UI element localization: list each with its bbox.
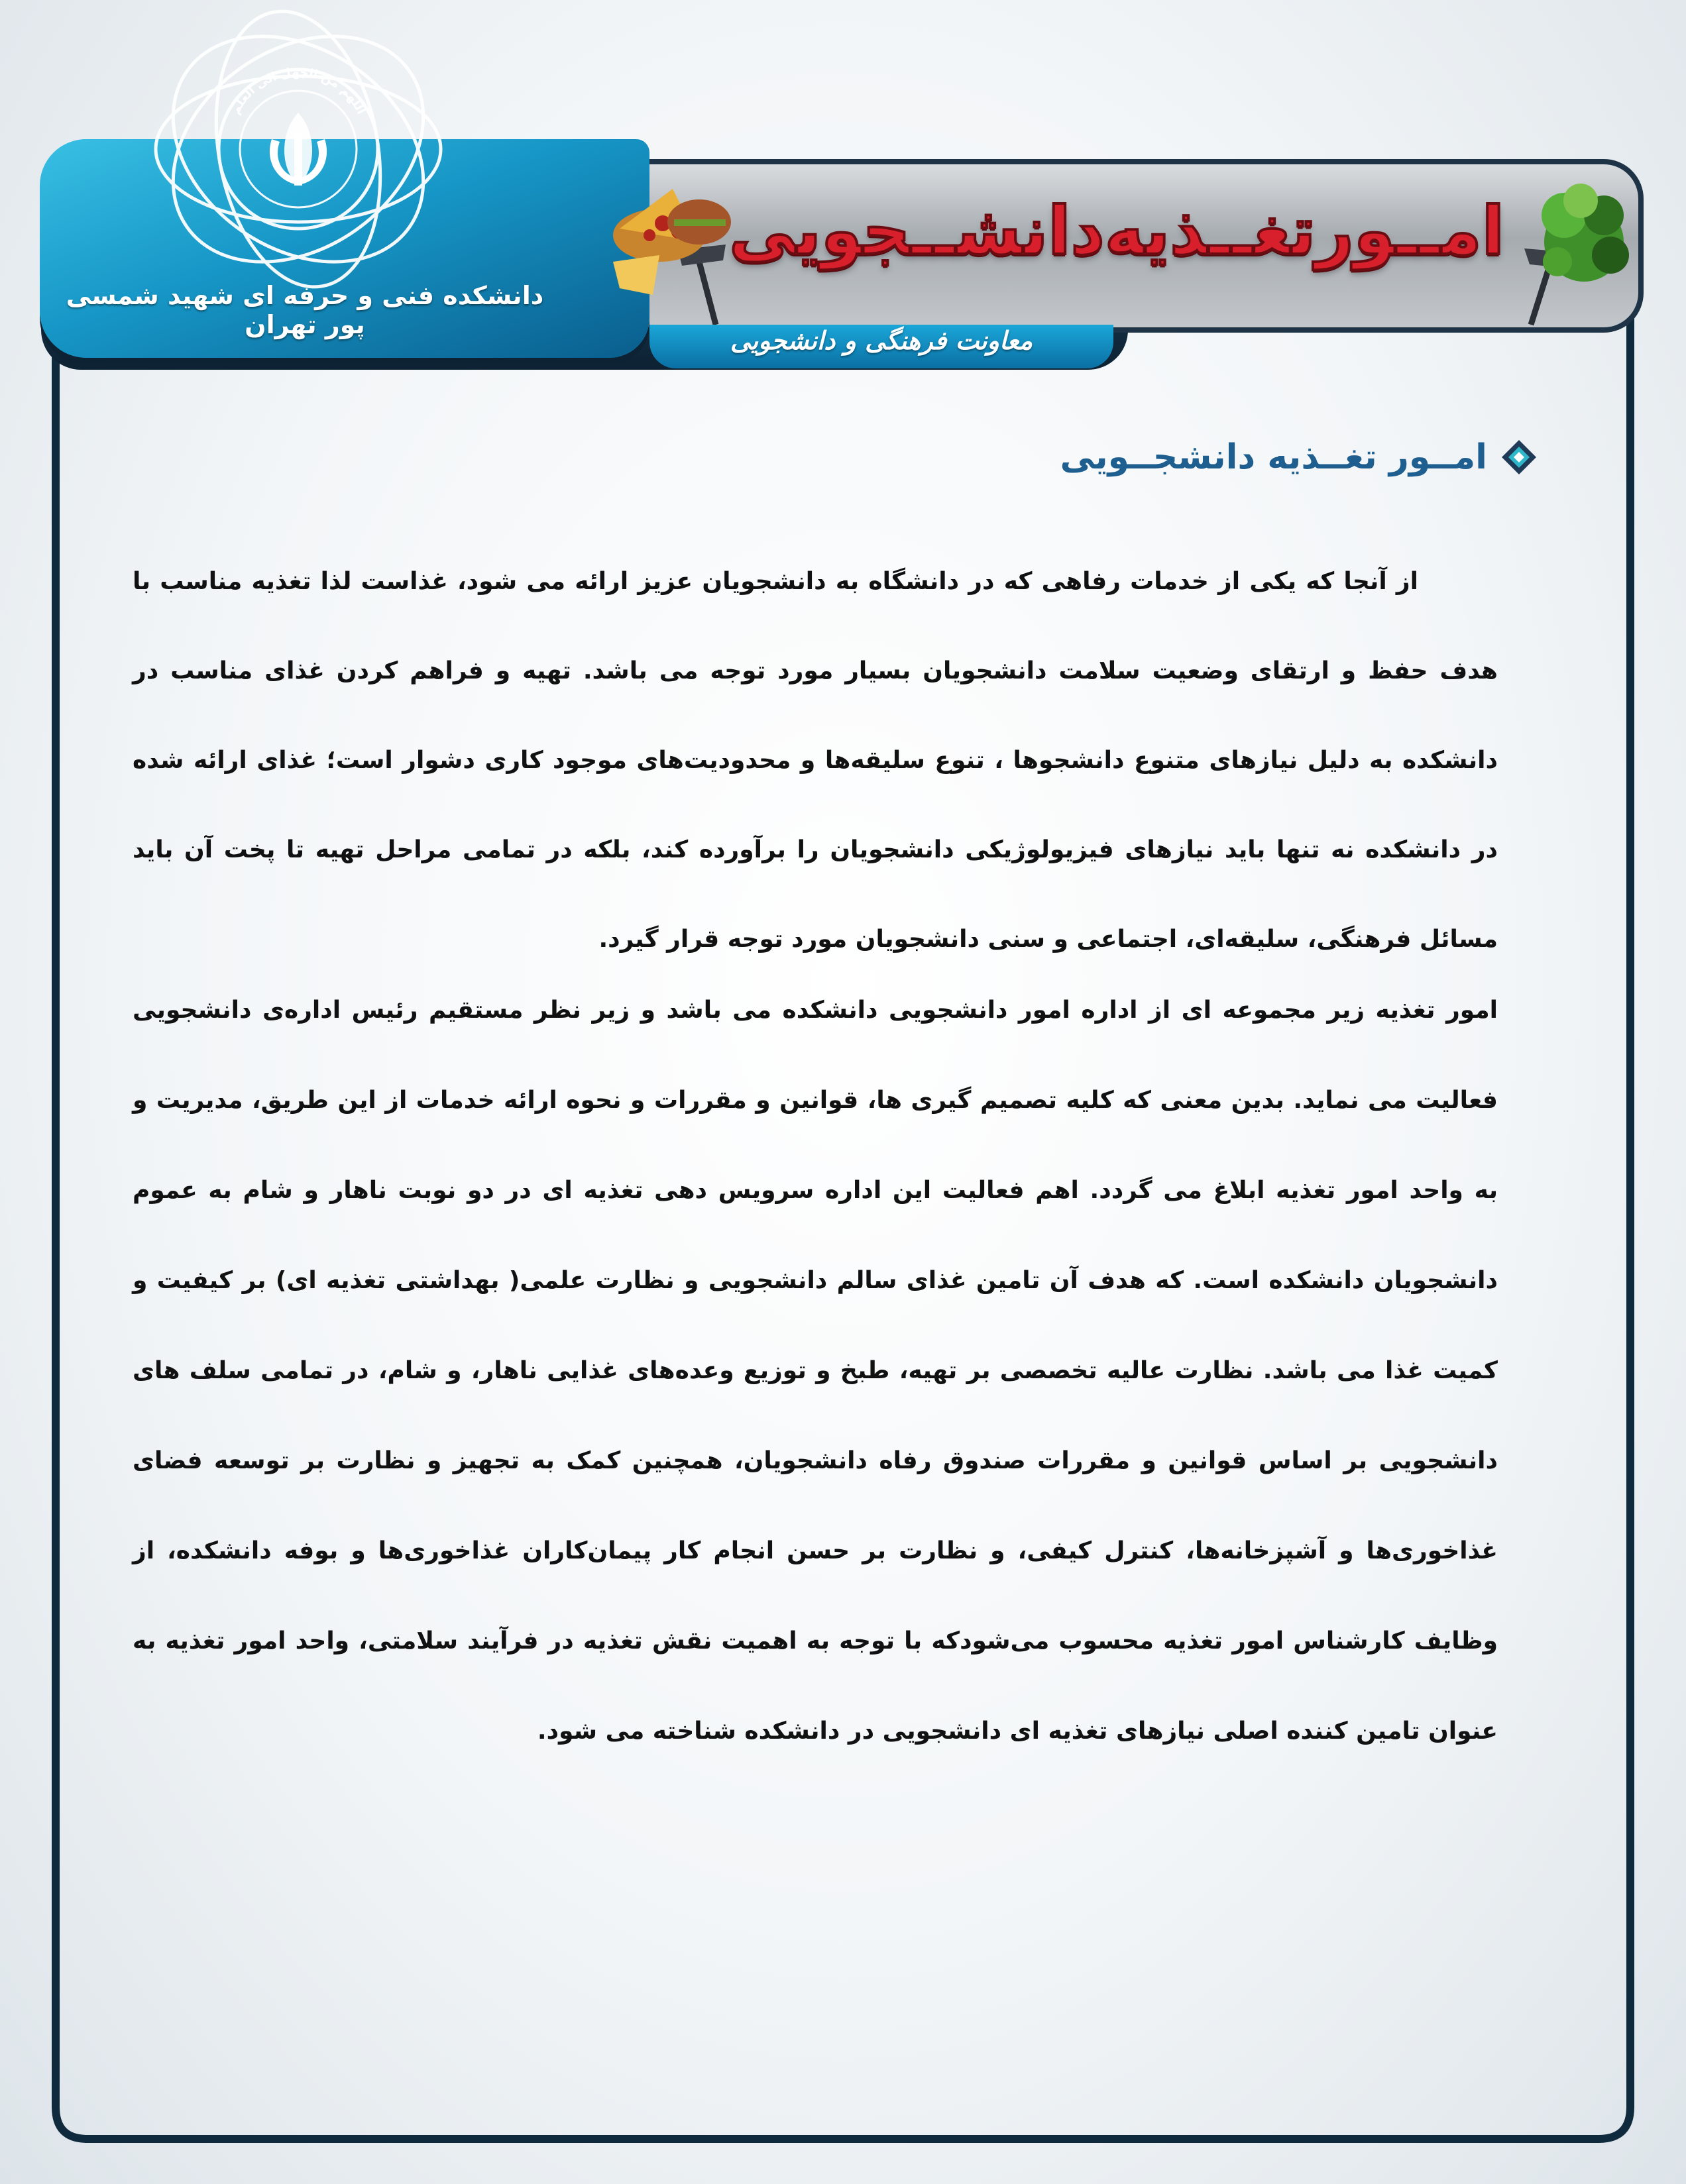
vegetables-icon [1511,162,1644,328]
paragraph-1: از آنجا که یکی از خدمات رفاهی که در دانشگاه به دانشجویان عزیز ارائه می شود، غذاست لذا تغذیه مناسب با هدف حفظ و ارتقای وضعیت سلامت دانشجویان بسیار مورد توجه می باشد. تهیه و فراهم کردن غذای مناسب در دانشکده به دلیل نیازهای متنوع دانشجوها ، تنوع سلیقه‌ها و محدودیت‌های موجود کاری دشوار است؛ غذای ارائه شده در دانشکده نه تنها باید نیازهای فیزیولوژیکی دانشجویان را برآورده کند، بلکه در تمامی مراحل تهیه تا پخت آن باید مسائل فرهنگی، سلیقه‌ای، اجتماعی و سنی دانشجویان مورد توجه قرار گیرد. [133,568,1498,953]
subtitle-label: معاونت فرهنگی و دانشجویی [730,326,1033,355]
page-header [0,0,1686,384]
diamond-bullet-icon [1499,437,1539,477]
logo-arc-text: اللهم من الجهل الی العلم [228,65,368,117]
banner-title: امــورتغــذیه‌دانشــجویی [729,192,1504,270]
college-logo-icon [106,0,490,298]
section-heading [1060,437,1539,477]
college-name: دانشکده فنی و حرفه ای شهید شمسی پور تهران [66,281,544,339]
fast-food-icon [600,162,746,328]
paragraph-2: امور تغذیه زیر مجموعه ای از اداره امور دانشجویی دانشکده می باشد و زیر نظر مستقیم رئیس اداره‌ی دانشجویی فعالیت می نماید. بدین معنی که کلیه تصمیم گیری ها، قوانین و مقررات و نحوه ارائه خدمات از این طریق، مدیریت و به واحد امور تغذیه ابلاغ می گردد. اهم فعالیت این اداره سرویس دهی تغذیه ای در دو نوبت ناهار و شام به عموم دانشجویان دانشکده است. که هدف آن تامین غذای سالم دانشجویی و نظارت علمی( بهداشتی تغذیه ای) بر کیفیت و کمیت غذا می باشد. نظارت عالیه تخصصی بر تهیه، طبخ و توزیع وعده‌های غذایی ناهار، و شام، در تمامی سلف های دانشجویی بر اساس قوانین و مقررات صندوق رفاه دانشجویان، همچنین کمک به تجهیز و نظارت بر توسعه فضای غذاخوری‌ها و آشپزخانه‌ها، کنترل کیفی، و نظارت بر حسن انجام کار پیمان‌کاران غذاخوری‌ها و بوفه دانشکده، از وظایف کارشناس امور تغذیه محسوب می‌شودکه با توجه به اهمیت نقش تغذیه در فرآیند سلامتی، واحد امور تغذیه به عنوان تامین کننده اصلی نیازهای تغذیه ای دانشجویی در دانشکده شناخته می شود. [133,997,1498,1745]
section-heading-text: امــور تغــذیه دانشجــویی [1060,437,1487,477]
body-text [133,537,1498,1776]
